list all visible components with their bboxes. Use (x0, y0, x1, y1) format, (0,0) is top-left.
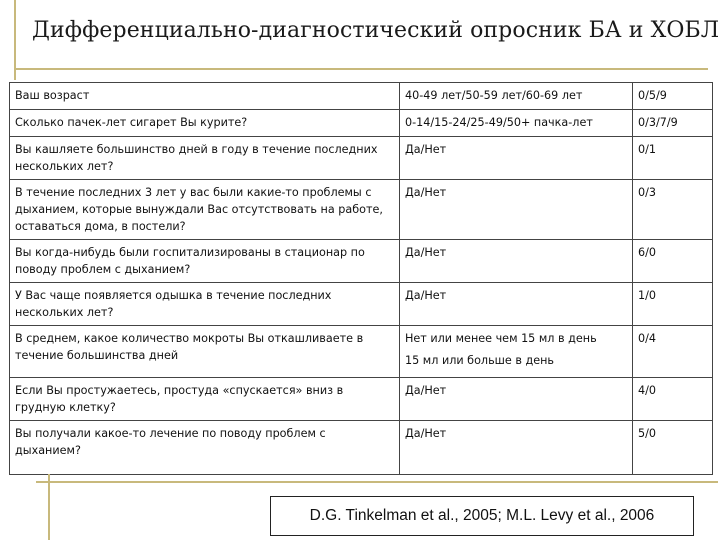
answer-cell (400, 378, 633, 421)
table-row (10, 378, 713, 421)
score-cell: 1/0 (633, 283, 713, 326)
answer-option: 0-14/15-24/25-49/50+ пачка-лет (405, 116, 593, 129)
table-row (10, 326, 713, 378)
decorative-horizontal-line-top (14, 68, 708, 70)
score-cell: 0/3 (633, 180, 713, 240)
score-cell: 0/4 (633, 326, 713, 378)
citation-box (270, 496, 694, 536)
score-cell: 0/3/7/9 (633, 110, 713, 137)
answer-cell (400, 83, 633, 110)
table-row (10, 283, 713, 326)
score-cell: 5/0 (633, 421, 713, 475)
answer-option: Да/Нет (405, 246, 447, 259)
table-row (10, 83, 713, 110)
answer-option: Да/Нет (405, 289, 447, 302)
question-cell: У Вас чаще появляется одышка в течение последних нескольких лет? (10, 283, 400, 326)
question-cell: Вы получали какое-то лечение по поводу проблем с дыханием? (10, 421, 400, 475)
question-cell: Сколько пачек-лет сигарет Вы курите? (10, 110, 400, 137)
table-row (10, 137, 713, 180)
question-cell: Вы кашляете большинство дней в году в течение последних нескольких лет? (10, 137, 400, 180)
answer-cell (400, 240, 633, 283)
answer-cell (400, 421, 633, 475)
decorative-vertical-line-bottom (48, 474, 50, 540)
table-row (10, 110, 713, 137)
question-cell: В течение последних 3 лет у вас были какие-то проблемы с дыханием, которые вынуждали Вас отсутствовать на работе, оставаться дома, в постели? (10, 180, 400, 240)
answer-option: Да/Нет (405, 427, 447, 440)
answer-cell (400, 180, 633, 240)
citation-text: D.G. Tinkelman et al., 2005; M.L. Levy et al., 2006 (309, 507, 655, 524)
answer-cell (400, 326, 633, 378)
answer-option: 40-49 лет/50-59 лет/60-69 лет (405, 89, 583, 102)
slide-title: Дифференциально-диагностический опросник БА и ХОБЛ (32, 18, 720, 43)
answer-option: 15 мл или больше в день (405, 354, 555, 367)
score-cell: 4/0 (633, 378, 713, 421)
table-row (10, 421, 713, 475)
score-cell: 0/1 (633, 137, 713, 180)
question-cell: В среднем, какое количество мокроты Вы откашливаете в течение большинства дней (10, 326, 400, 378)
question-cell: Вы когда-нибудь были госпитализированы в стационар по поводу проблем с дыханием? (10, 240, 400, 283)
score-cell: 0/5/9 (633, 83, 713, 110)
answer-cell (400, 137, 633, 180)
question-cell: Ваш возраст (10, 83, 400, 110)
decorative-horizontal-line-bottom (36, 481, 718, 483)
answer-option: Да/Нет (405, 384, 447, 397)
answer-option: Да/Нет (405, 186, 447, 199)
answer-cell (400, 283, 633, 326)
answer-option: Да/Нет (405, 143, 447, 156)
questionnaire-table (9, 82, 713, 475)
table-row (10, 240, 713, 283)
score-cell: 6/0 (633, 240, 713, 283)
table-row (10, 180, 713, 240)
answer-option: Нет или менее чем 15 мл в день (405, 332, 597, 345)
answer-cell (400, 110, 633, 137)
question-cell: Если Вы простужаетесь, простуда «спускается» вниз в грудную клетку? (10, 378, 400, 421)
